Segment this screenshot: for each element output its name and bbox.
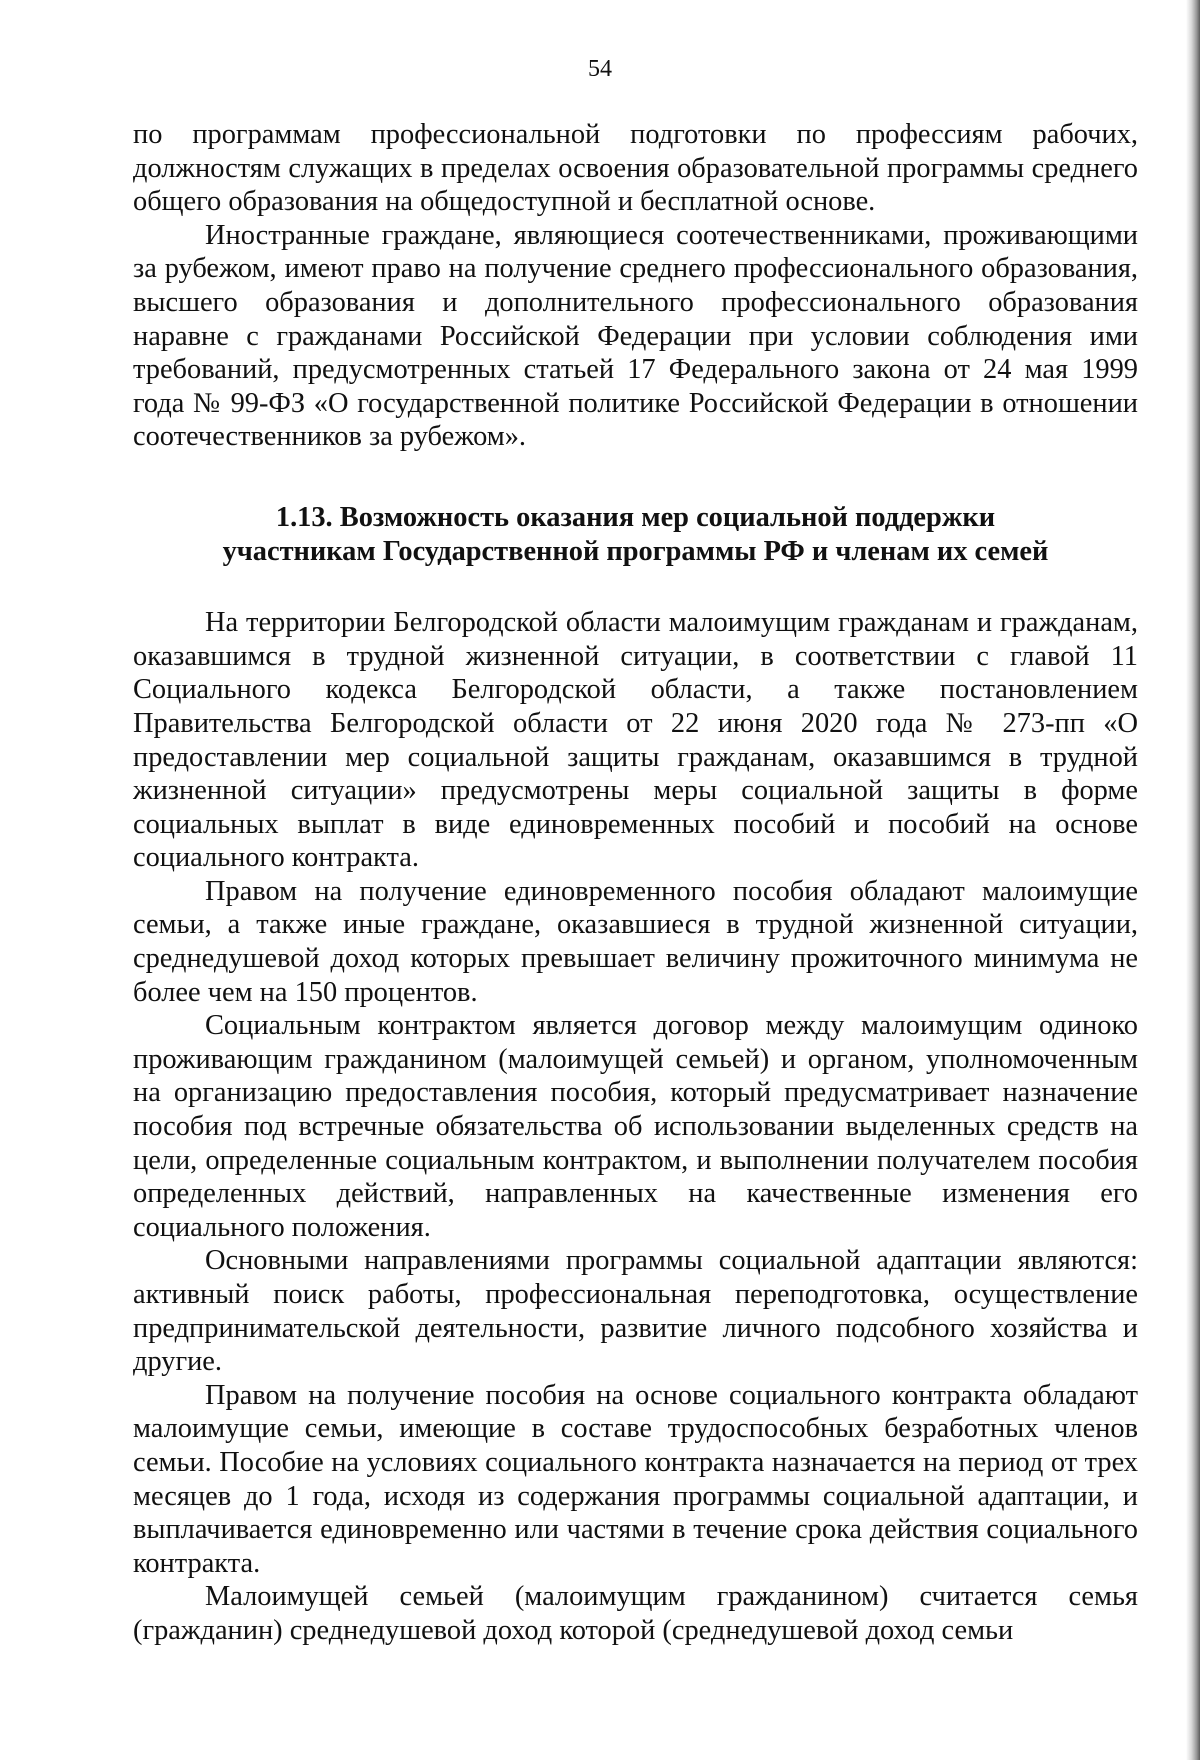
paragraph-continuation: по программам профессиональной подготовки по профессиям рабочих, должностям служащих в пределах освоения образовательной программы среднего общего образования на общедоступной и бесплатной основе. — [133, 119, 1138, 218]
paragraph-adaptation-directions: Основными направлениями программы социальной адаптации являются: активный поиск работы, профессиональная переподготовка, осуществление предпринимательской деятельности, развитие личного подсобного хозяйства и другие. — [133, 1245, 1138, 1378]
page-number: 54 — [588, 56, 612, 82]
paragraph-foreign-citizens: Иностранные граждане, являющиеся соотечественниками, проживающими за рубежом, имеют право на получение среднего профессионального образования, высшего образования и дополнительного профессионального образования наравне с гражданами Российской Федерации при условии соблюдения ими требований, предусмотренных статьей 17 Федерального закона от 24 мая 1999 года № 99-ФЗ «О государственной политике Российской Федерации в отношении соотечественников за рубежом». — [133, 219, 1138, 453]
section-heading-line-1: 1.13. Возможность оказания мер социальной поддержки — [275, 501, 996, 533]
scan-edge-shadow — [1186, 0, 1200, 1760]
paragraph-one-time-allowance: Правом на получение единовременного пособия обладают малоимущие семьи, а также иные граждане, оказавшиеся в трудной жизненной ситуации, среднедушевой доход которых превышает величину прожиточного минимума не более чем на 150 процентов. — [133, 875, 1138, 1008]
section-heading — [133, 501, 1138, 568]
paragraph-low-income-definition: Малоимущей семьей (малоимущим гражданином) считается семья (гражданин) среднедушевой доход которой (среднедушевой доход семьи — [133, 1581, 1138, 1646]
document-body — [133, 118, 1138, 1648]
section-heading-line-2: участникам Государственной программы РФ и членам их семей — [222, 535, 1049, 567]
paragraph-social-protection: На территории Белгородской области малоимущим гражданам и гражданам, оказавшимся в трудной жизненной ситуации, в соответствии с главой 11 Социального кодекса Белгородской области, а также постановлением Правительства Белгородской области от 22 июня 2020 года № 273-пп «О предоставлении мер социальной защиты гражданам, оказавшимся в трудной жизненной ситуации» предусмотрены меры социальной защиты в форме социальных выплат в виде единовременных пособий и пособий на основе социального контракта. — [133, 607, 1138, 874]
paragraph-social-contract-definition: Социальным контрактом является договор между малоимущим одиноко проживающим гражданином (малоимущей семьей) и органом, уполномоченным на организацию предоставления пособия, который предусматривает назначение пособия под встречные обязательства об использовании выделенных средств на цели, определенные социальным контрактом, и выполнении получателем пособия определенных действий, направленных на качественные изменения его социального положения. — [133, 1010, 1138, 1243]
paragraph-contract-allowance-right: Правом на получение пособия на основе социального контракта обладают малоимущие семьи, имеющие в составе трудоспособных безработных членов семьи. Пособие на условиях социального контракта назначается на период от трех месяцев до 1 года, исходя из содержания программы социальной адаптации, и выплачивается единовременно или частями в течение срока действия социального контракта. — [133, 1379, 1138, 1579]
